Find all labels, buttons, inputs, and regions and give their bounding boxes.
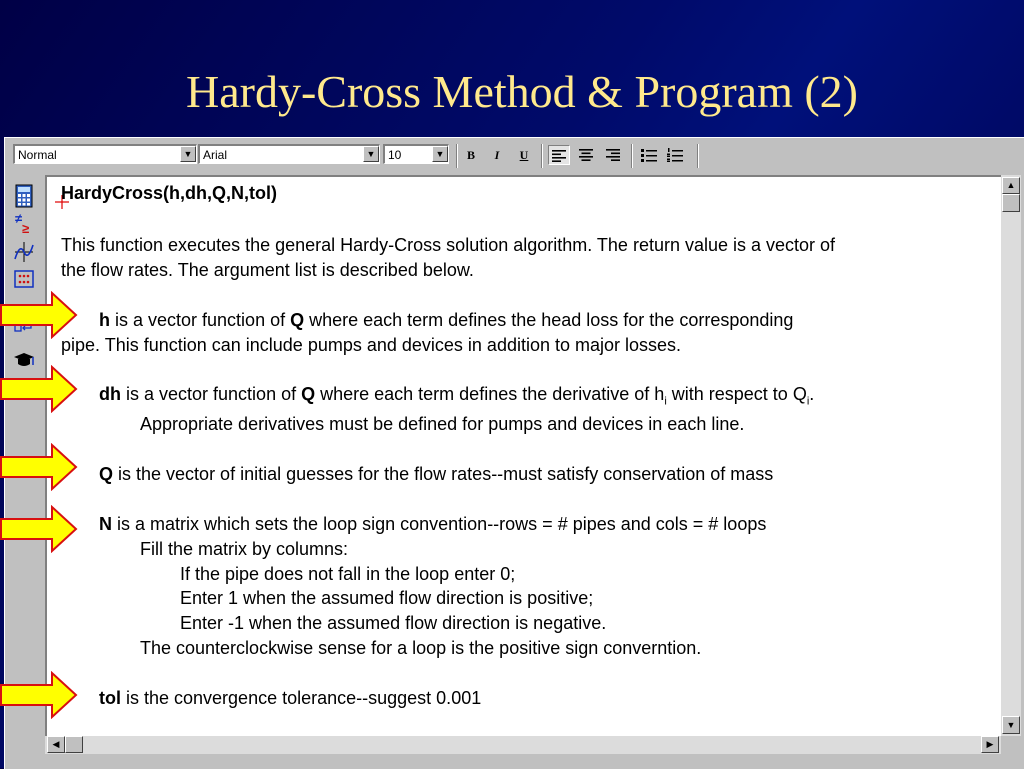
svg-text:≠: ≠ — [15, 211, 23, 226]
mathcad-window — [4, 137, 1024, 769]
font-combo-value: Arial — [203, 148, 228, 162]
boolean-icon[interactable] — [11, 211, 37, 237]
numbered-list-icon — [667, 148, 683, 162]
align-center-icon — [579, 149, 593, 161]
scroll-left-button[interactable]: ◀ — [47, 736, 65, 753]
formatting-toolbar — [5, 138, 1024, 172]
arrow-right-icon — [0, 671, 78, 719]
font-combo[interactable] — [198, 144, 380, 164]
align-left-icon — [552, 150, 566, 162]
arrow-right-icon — [0, 291, 78, 339]
h-term: h — [99, 310, 110, 330]
h-description-line2: pipe. This function can include pumps and devices in addition to major losses. — [61, 335, 682, 355]
underline-button[interactable]: U — [519, 148, 529, 162]
chevron-down-icon[interactable]: ▼ — [363, 146, 379, 162]
chevron-down-icon[interactable]: ▼ — [180, 146, 196, 162]
text-span: where each term defines the head loss for the corresponding — [304, 310, 794, 330]
scroll-up-button[interactable]: ▲ — [1002, 177, 1020, 194]
align-right-button[interactable] — [602, 145, 624, 165]
scroll-thumb[interactable] — [65, 736, 83, 753]
italic-button[interactable]: I — [494, 148, 500, 162]
intro-line: the flow rates. The argument list is described below. — [61, 260, 474, 280]
align-left-button[interactable] — [548, 145, 570, 165]
q-description — [99, 463, 773, 485]
numbering-button[interactable] — [664, 145, 686, 165]
text-span: is a matrix which sets the loop sign convention--rows = # pipes and cols = # loops — [112, 514, 767, 534]
h-description — [99, 309, 793, 331]
worksheet-region[interactable] — [45, 175, 1001, 736]
chevron-down-icon[interactable]: ▼ — [432, 146, 448, 162]
function-heading: HardyCross(h,dh,Q,N,tol) — [61, 183, 278, 203]
n-description-line5: Enter -1 when the assumed flow direction is negative. — [180, 613, 607, 633]
horizontal-scrollbar[interactable] — [45, 736, 1001, 754]
tol-term: tol — [99, 688, 121, 708]
bullets-button[interactable] — [638, 145, 660, 165]
scroll-right-button[interactable]: ▶ — [981, 736, 999, 753]
text-span: is the convergence tolerance--suggest 0.001 — [121, 688, 482, 708]
bullet-list-icon — [641, 148, 657, 162]
align-center-button[interactable] — [575, 145, 597, 165]
subscript: i — [806, 395, 810, 408]
text-span: . — [809, 384, 815, 404]
svg-text:≥: ≥ — [22, 221, 30, 236]
subscript: i — [664, 395, 667, 408]
style-combo-value: Normal — [18, 148, 57, 162]
tol-description — [99, 687, 481, 709]
vertical-scrollbar[interactable] — [1001, 175, 1021, 736]
intro-line: This function executes the general Hardy-Cross solution algorithm. The return value is a vector of — [61, 235, 836, 255]
size-combo[interactable] — [383, 144, 449, 164]
text-span: is a vector function of — [110, 310, 291, 330]
n-term: N — [99, 514, 112, 534]
dh-term: dh — [99, 384, 121, 404]
q-term: Q — [301, 384, 316, 404]
toolbar-separator — [541, 144, 543, 168]
slide-title: Hardy-Cross Method & Program (2) — [185, 66, 858, 117]
q-term: Q — [290, 310, 305, 330]
style-combo[interactable] — [13, 144, 197, 164]
n-description-line4: Enter 1 when the assumed flow direction is positive; — [180, 588, 594, 608]
arrow-right-icon — [0, 505, 78, 553]
dh-description-line2: Appropriate derivatives must be defined for pumps and devices in each line. — [140, 414, 745, 434]
scroll-down-button[interactable]: ▼ — [1002, 716, 1020, 734]
matrix-icon[interactable] — [11, 267, 37, 293]
text-span: is the vector of initial guesses for the flow rates--must satisfy conservation of mass — [113, 464, 774, 484]
n-description-line6: The counterclockwise sense for a loop is the positive sign converntion. — [140, 638, 702, 658]
n-description — [99, 513, 766, 535]
toolbar-separator — [697, 144, 699, 168]
text-span: with respect to Q — [666, 384, 807, 404]
graph-icon[interactable] — [11, 239, 37, 265]
calculator-icon[interactable] — [11, 183, 37, 209]
toolbar-separator — [631, 144, 633, 168]
align-right-icon — [606, 149, 620, 161]
size-combo-value: 10 — [388, 148, 402, 162]
scroll-thumb[interactable] — [1002, 194, 1020, 212]
arrow-right-icon — [0, 443, 78, 491]
text-span: is a vector function of — [121, 384, 302, 404]
n-description-line3: If the pipe does not fall in the loop enter 0; — [180, 564, 516, 584]
text-span: where each term defines the derivative of h — [315, 384, 665, 404]
q-term: Q — [99, 464, 114, 484]
bold-button[interactable]: B — [466, 148, 475, 162]
n-description-line2: Fill the matrix by columns: — [140, 539, 349, 559]
dh-description — [99, 383, 814, 413]
arrow-right-icon — [0, 365, 78, 413]
toolbar-separator — [456, 144, 458, 168]
